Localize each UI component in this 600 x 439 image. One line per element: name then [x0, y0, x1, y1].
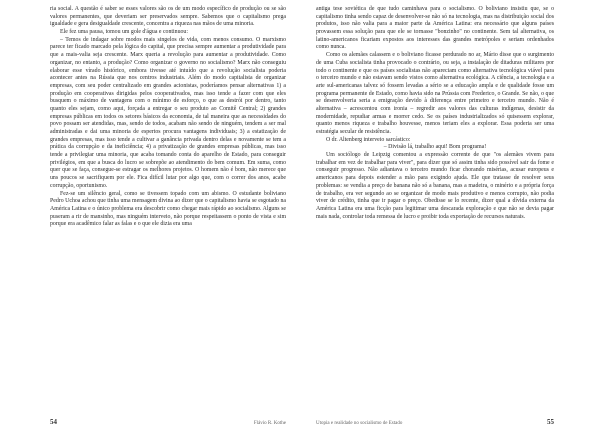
running-head: Utopia e realidade no socialismo de Estado: [316, 421, 403, 426]
right-page-footer: [316, 416, 554, 426]
right-page: [300, 0, 600, 439]
paragraph: Fez-se um silêncio geral, como se tivessem topado com um abismo. O estudante boliviano Pedro Uchoa achou que tinha uma mensagem divina ao dizer que o capitalismo havia se esgotado na América Latina e o único problema era descobrir como chegar mais rápido ao socialismo. Alguns se puseram a rir de mansinho, mas ninguém interveio, não porque respeitassem o ponto de vista e sim porque era acadêmico falar as falas e o que ele dizia era uma: [50, 190, 286, 228]
left-page-footer: [50, 416, 286, 426]
paragraph: Como os alemães calassem e o boliviano ficasse perdurado no ar, Mário disse que o surgimento de uma Cuba socialista tinha provocado o contrário, ou seja, a instalação de ditaduras militares por todo o continente e que os países socialistas não apareciam como alternativa tecnológica viável para o terceiro mundo e não estavam sendo vistos como alternativa ecológica. A ciência, a tecnologia e a arte sul-americanas talvez só fossem levadas a sério se a educação ampla e de qualidade fosse um programa permanente de Estado, como havia sido na Prússia com Frederico, o Grande. Se não, o que se desenvolveria seria a emigração devido à diferença entre primeiro e terceiro mundo. Não é alternativa – acrescentou com ironia – regredir aos valores das culturas indígenas, desistir da modernidade, repudiar armas e morrer cedo. Se os países industrializados só quisessem explorar, quanto menos riqueza e trabalho houvesse, menos teriam eles a explorar. Essa poderia ser uma estratégia secular de resistência.: [316, 52, 554, 135]
left-page-text: [50, 6, 286, 229]
paragraph: ria social. A questão é saber se esses valores são os de um modo específico de produção ou se são valores permanentes, que deveriam ser preservados sempre. Sabemos que o capitalismo prega igualdade e gera desigualdade crescente, concentra a riqueza nas mãos de uma minoria.: [50, 6, 286, 28]
paragraph: O dr. Altenberg interveio sarcástico:: [326, 136, 411, 143]
paragraph: Um sociólogo de Leipzig comentou a expressão corrente de que "os alemães vivem para trabalhar em vez de trabalhar para viver", para dizer que só assim tinha sido possível sair da fome e conseguir progresso. Não adiantava o terceiro mundo ficar chorando misérias, acusar europeus e americanos para depois estender a mão para exigindo ajuda. Ele que tratasse de resolver seus problemas: se vendia a preço de banana não só a banana, mas a madeira, o minério e a própria força de trabalho, era ver segundo ao se organizar de modo mais produtivo e menos corrupto, não podia viver de crédito, tinha que ir pagar o preço. Obedisse se lo recente, dizer qual a dívida externa da América Latina era uma ficção para legitimar uma descarada exploração e que não se devia pagar mais nada, controlar toda remessa de lucro e proibir toda exportação de recursos naturais.: [316, 152, 554, 220]
paragraph: – Divisão lá, trabalho aqui! Bom programa!: [383, 144, 487, 151]
right-page-text: [316, 6, 554, 221]
paragraph: Ele fez uma pausa, tomou um gole d'água e continuou:: [60, 29, 188, 36]
running-head: Flávio R. Kothe: [253, 421, 286, 426]
paragraph: antiga tese soviética de que tudo caminhava para o socialismo. O boliviano insistiu que, se o capitalismo tinha sendo capaz de desenvolver-se não só na tecnologia, mas na distribuição social dos produtos, isso não valia para a maior parte da América Latina: era necessário que alguns países provassem essa solução para que ele se tornasse "bonzinho" no continente. Sem tal alternativa, os latino-americanos ficariam expostos aos interesses das grandes metrópoles e seriam ordenhados como nunca.: [316, 6, 554, 51]
page-number: 55: [547, 418, 554, 426]
page-number: 54: [50, 418, 57, 426]
paragraph: – Temos de indagar sobre modos mais singelos de vida, com menos consumo. O marxismo parece ter ficado marcado pela lógica do capital, que precisa sempre aumentar a produtividade para que a mais-valia seja crescente. Marx queria a revolução para aumentar a produtividade. Como organizar, no entanto, a produção? Como organizar o governo no socialismo? Marx não conseguiu elaborar esse vírado histórico, embora tivesse até intuído que a revolução socialista poderia acontecer antes na Rússia que nos centros industriais. Além do modo capitalista de organizar empresas, com seu poder centralizado em grandes acionistas, poderíamos pensar alternativas 1) a produção em cooperativas dirigidas pelos cooperativados, mas isso tende a fazer com que eles busquem o máximo de vantagens com o mínimo de esforço, o que as destrói por dentro, tanto quanto eles sejam, como aqui, forçada a entregar o seu produto ao Comitê Central; 2) grandes empresas públicas em todos os setores básicos da economia, de tal maneira que as necessidades do povo possam ser atendidas, mas, sendo de todos, acabam não sendo de ninguém, tendem a ser mal administradas e dai uma minoria de espertos procura vantagens individuais; 3) a estatização de grandes empresas, mas isso tende a cultivar a ganância privada dentro delas e novamente se tem a prática da corrupção e da ineficiência; 4) a privatização de grandes empresas públicas, mas isso tende a privilegiar uma minoria, que acaba tomando conta do aparelho de Estado, para conseguir privilégios, em que a busca do lucro se sobrepõe ao atendimento do bem comum. Em suma, como quer que se faça, consegue-se estragar os melhores projetos. O homem não é bom, não merece que uns poucos se sacrifiquem por ele. Fica difícil lutar por algo que, com o correr dos anos, acabe corrupção, oportunismo.: [50, 36, 286, 189]
